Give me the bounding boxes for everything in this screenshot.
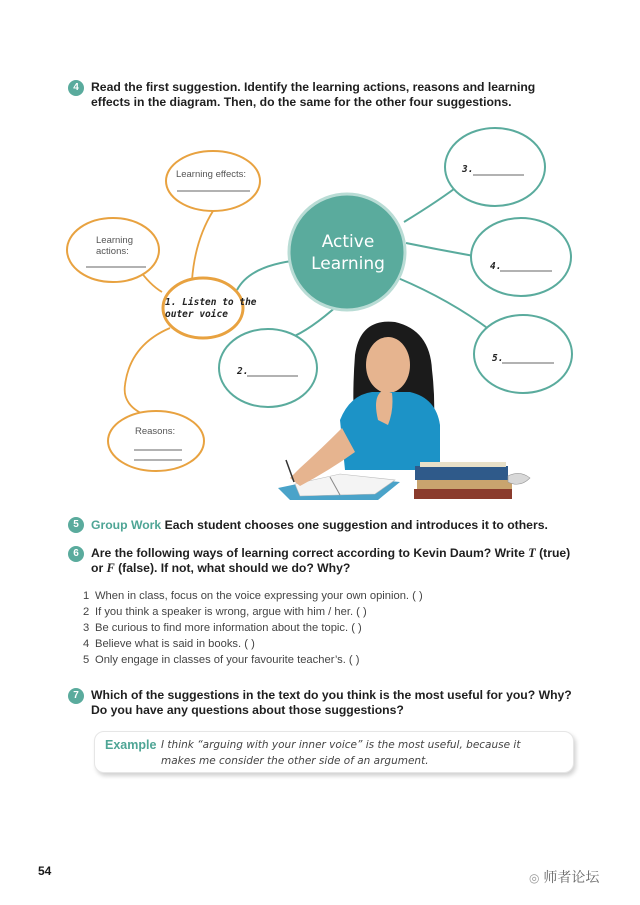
suggestion-2-bubble — [219, 329, 317, 407]
exercise-5-instruction — [91, 518, 548, 533]
exercise-6-number: 6 — [68, 546, 84, 562]
suggestion-4-bubble — [471, 218, 571, 296]
suggestion-1-line1: 1. Listen to the — [165, 297, 257, 308]
suggestion-3-label: 3. — [462, 164, 474, 175]
exercise-7-number: 7 — [68, 688, 84, 704]
exercise-7-instruction — [91, 688, 572, 718]
suggestion-4-label: 4. — [490, 261, 502, 272]
learning-effects-bubble — [166, 151, 260, 211]
active-learning-center — [289, 194, 405, 310]
list-item: 1 When in class, focus on the voice expressing your own opinion. ( ) — [83, 590, 423, 602]
wechat-icon: ◎ — [529, 871, 540, 885]
example-box — [94, 731, 574, 773]
learning-actions-label: Learning — [96, 235, 133, 246]
exercise-4-line1: Read the first suggestion. Identify the learning actions, reasons and learning — [91, 80, 536, 94]
exercise-5-text: Each student chooses one suggestion and introduces it to others. — [161, 518, 548, 532]
exercise-6-instruction — [91, 546, 570, 576]
suggestion-5-label: 5. — [492, 353, 504, 364]
list-item: 2 If you think a speaker is wrong, argue with him / her. ( ) — [83, 606, 367, 618]
suggestion-5-bubble — [474, 315, 572, 393]
center-label-line2: Learning — [311, 254, 385, 274]
list-item: 4 Believe what is said in books. ( ) — [83, 638, 255, 650]
example-text: I think “arguing with your inner voice” is the most useful, because it makes me consider the other side of an argument. — [161, 739, 521, 767]
reasons-label: Reasons: — [135, 426, 176, 437]
suggestion-2-label: 2. — [237, 366, 249, 377]
group-work-label: Group Work — [91, 518, 162, 532]
example-label: Example — [105, 738, 157, 752]
learning-effects-label: Learning effects: — [175, 169, 247, 180]
exercise-4-number: 4 — [68, 80, 84, 96]
center-label-line1: Active — [321, 232, 375, 252]
learning-actions-label-2: actions: — [96, 246, 129, 257]
suggestion-3-bubble — [445, 128, 545, 206]
list-item: 3 Be curious to find more information about the topic. ( ) — [83, 622, 362, 634]
suggestion-1-line2: outer voice — [165, 309, 228, 320]
suggestion-1-bubble — [163, 278, 243, 338]
exercise-6-line2: or F (false). If not, what should we do? Why? — [91, 561, 351, 575]
page-number: 54 — [38, 864, 52, 878]
list-item: 5 Only engage in classes of your favourite teacher’s. ( ) — [83, 654, 360, 666]
exercise-7-line1: Which of the suggestions in the text do you think is the most useful for you? Why? — [91, 688, 572, 702]
exercise-7-line2: Do you have any questions about those suggestions? — [91, 703, 404, 717]
exercise-4-line2: effects in the diagram. Then, do the same for the other four suggestions. — [91, 95, 512, 109]
exercise-6-line1: Are the following ways of learning correct according to Kevin Daum? Write T (true) — [91, 546, 571, 560]
watermark: ◎ 师者论坛 — [529, 869, 600, 885]
reasons-bubble — [108, 411, 204, 471]
exercise-5-number: 5 — [68, 517, 84, 533]
